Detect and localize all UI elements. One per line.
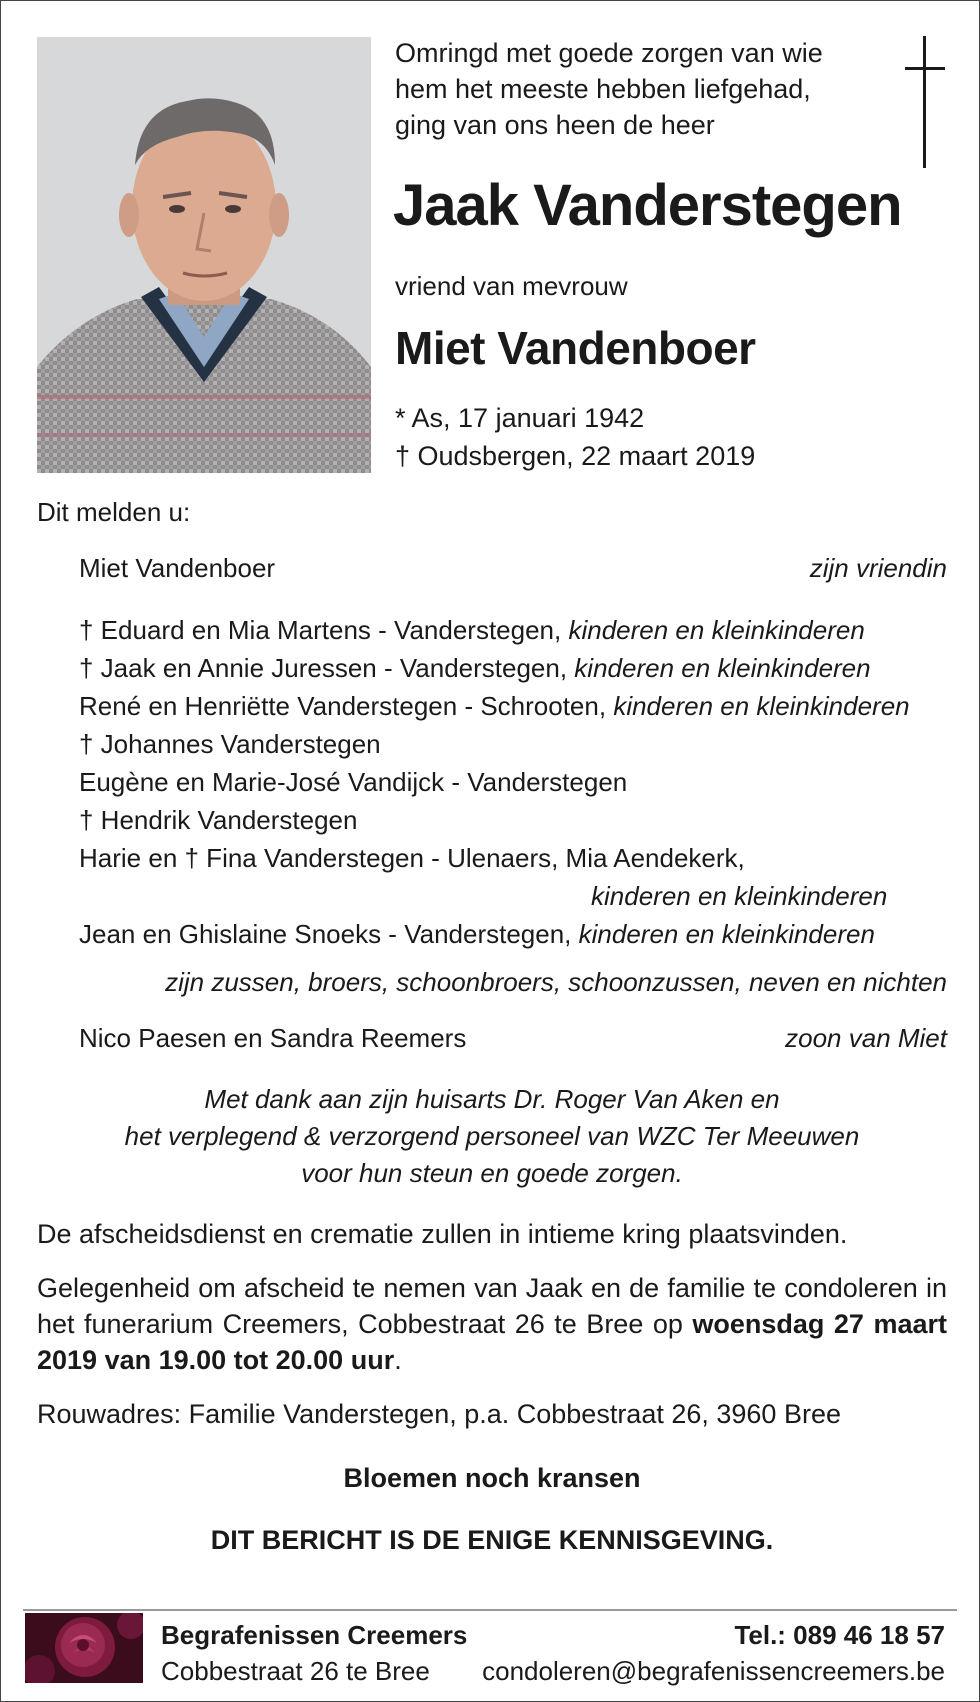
family-row <box>79 915 947 953</box>
birth-date: * As, 17 januari 1942 <box>395 403 645 433</box>
cross-icon <box>901 36 949 168</box>
visitation-date: woensdag 27 maart 2019 van 19.00 tot 20.00 uur <box>37 1309 947 1375</box>
family-row <box>79 649 947 687</box>
footer-divider <box>23 1609 957 1611</box>
son-row <box>37 1019 947 1057</box>
partner-name: Miet Vandenboer <box>395 322 756 374</box>
thanks-line: Met dank aan zijn huisarts Dr. Roger Van Aken en <box>204 1084 780 1114</box>
son-row-role: zoon van Miet <box>785 1023 947 1053</box>
funeral-home-email[interactable]: condoleren@begrafenissencreemers.be <box>482 1656 945 1686</box>
family-name: René en Henriëtte Vanderstegen - Schrooten, <box>79 691 607 721</box>
intro-line: ging van ons heen de heer <box>395 110 715 140</box>
service-text: De afscheidsdienst en crematie zullen in intieme kring plaatsvinden. <box>37 1219 848 1249</box>
family-name: † Johannes Vanderstegen <box>79 729 381 759</box>
announced-by: Dit melden u: <box>37 497 191 527</box>
family-name: † Hendrik Vanderstegen <box>79 805 358 835</box>
portrait-illustration <box>37 37 371 473</box>
visitation-text <box>37 1270 947 1378</box>
rose-image <box>25 1613 143 1683</box>
relation-label: vriend van mevrouw <box>395 271 628 301</box>
family-name: Harie en † Fina Vanderstegen - Ulenaers, Mia Aendekerk, <box>79 843 745 873</box>
dates <box>395 399 755 475</box>
flowers-notice: Bloemen noch kransen <box>343 1463 641 1493</box>
funeral-home <box>161 1617 467 1689</box>
funeral-home-phone: Tel.: 089 46 18 57 <box>734 1620 945 1650</box>
family-name: Eugène en Marie-José Vandijck - Vanderstegen <box>79 767 628 797</box>
portrait-photo <box>37 37 371 473</box>
intro-text <box>395 35 875 143</box>
only-notice: DIT BERICHT IS DE ENIGE KENNISGEVING. <box>210 1525 774 1555</box>
family-note: kinderen en kleinkinderen <box>568 615 865 645</box>
partner-row-name: Miet Vandenboer <box>79 553 276 583</box>
announcement-body <box>37 493 947 1558</box>
family-row <box>79 763 947 801</box>
family-note: kinderen en kleinkinderen <box>574 653 871 683</box>
family-row <box>79 725 947 763</box>
address-text: Rouwadres: Familie Vanderstegen, p.a. Cobbestraat 26, 3960 Bree <box>37 1399 841 1429</box>
rose-icon <box>25 1613 143 1683</box>
intro-line: hem het meeste hebben liefgehad, <box>395 74 811 104</box>
family-note: kinderen en kleinkinderen <box>578 919 875 949</box>
son-row-name: Nico Paesen en Sandra Reemers <box>79 1023 467 1053</box>
siblings-note: zijn zussen, broers, schoonbroers, schoonzussen, neven en nichten <box>165 967 947 997</box>
death-date: † Oudsbergen, 22 maart 2019 <box>395 441 756 471</box>
partner-row <box>37 549 947 587</box>
family-name: † Jaak en Annie Juressen - Vanderstegen, <box>79 653 568 683</box>
family-list <box>37 611 947 953</box>
family-row <box>79 801 947 839</box>
thanks-line: voor hun steun en goede zorgen. <box>301 1158 683 1188</box>
deceased-name: Jaak Vanderstegen <box>393 173 902 238</box>
family-name: † Eduard en Mia Martens - Vanderstegen, <box>79 615 562 645</box>
funeral-home-name: Begrafenissen Creemers <box>161 1620 468 1650</box>
family-continuation: kinderen en kleinkinderen <box>591 881 888 911</box>
funeral-home-contact <box>482 1617 945 1689</box>
intro-line: Omringd met goede zorgen van wie <box>395 38 823 68</box>
funeral-home-street: Cobbestraat 26 te Bree <box>161 1656 430 1686</box>
partner-row-role: zijn vriendin <box>809 553 947 583</box>
family-name: Jean en Ghislaine Snoeks - Vanderstegen, <box>79 919 572 949</box>
family-note: kinderen en kleinkinderen <box>613 691 910 721</box>
family-row <box>79 687 947 725</box>
thanks-text <box>37 1081 947 1192</box>
family-row <box>79 839 947 877</box>
visitation-intro: Gelegenheid om afscheid te nemen van Jaak en de familie te condoleren in het funerarium Creemers, Cobbestraat 26 te Bree op <box>37 1273 947 1339</box>
family-row <box>79 611 947 649</box>
visitation-end: . <box>394 1345 402 1375</box>
thanks-line: het verplegend & verzorgend personeel van WZC Ter Meeuwen <box>124 1121 860 1151</box>
